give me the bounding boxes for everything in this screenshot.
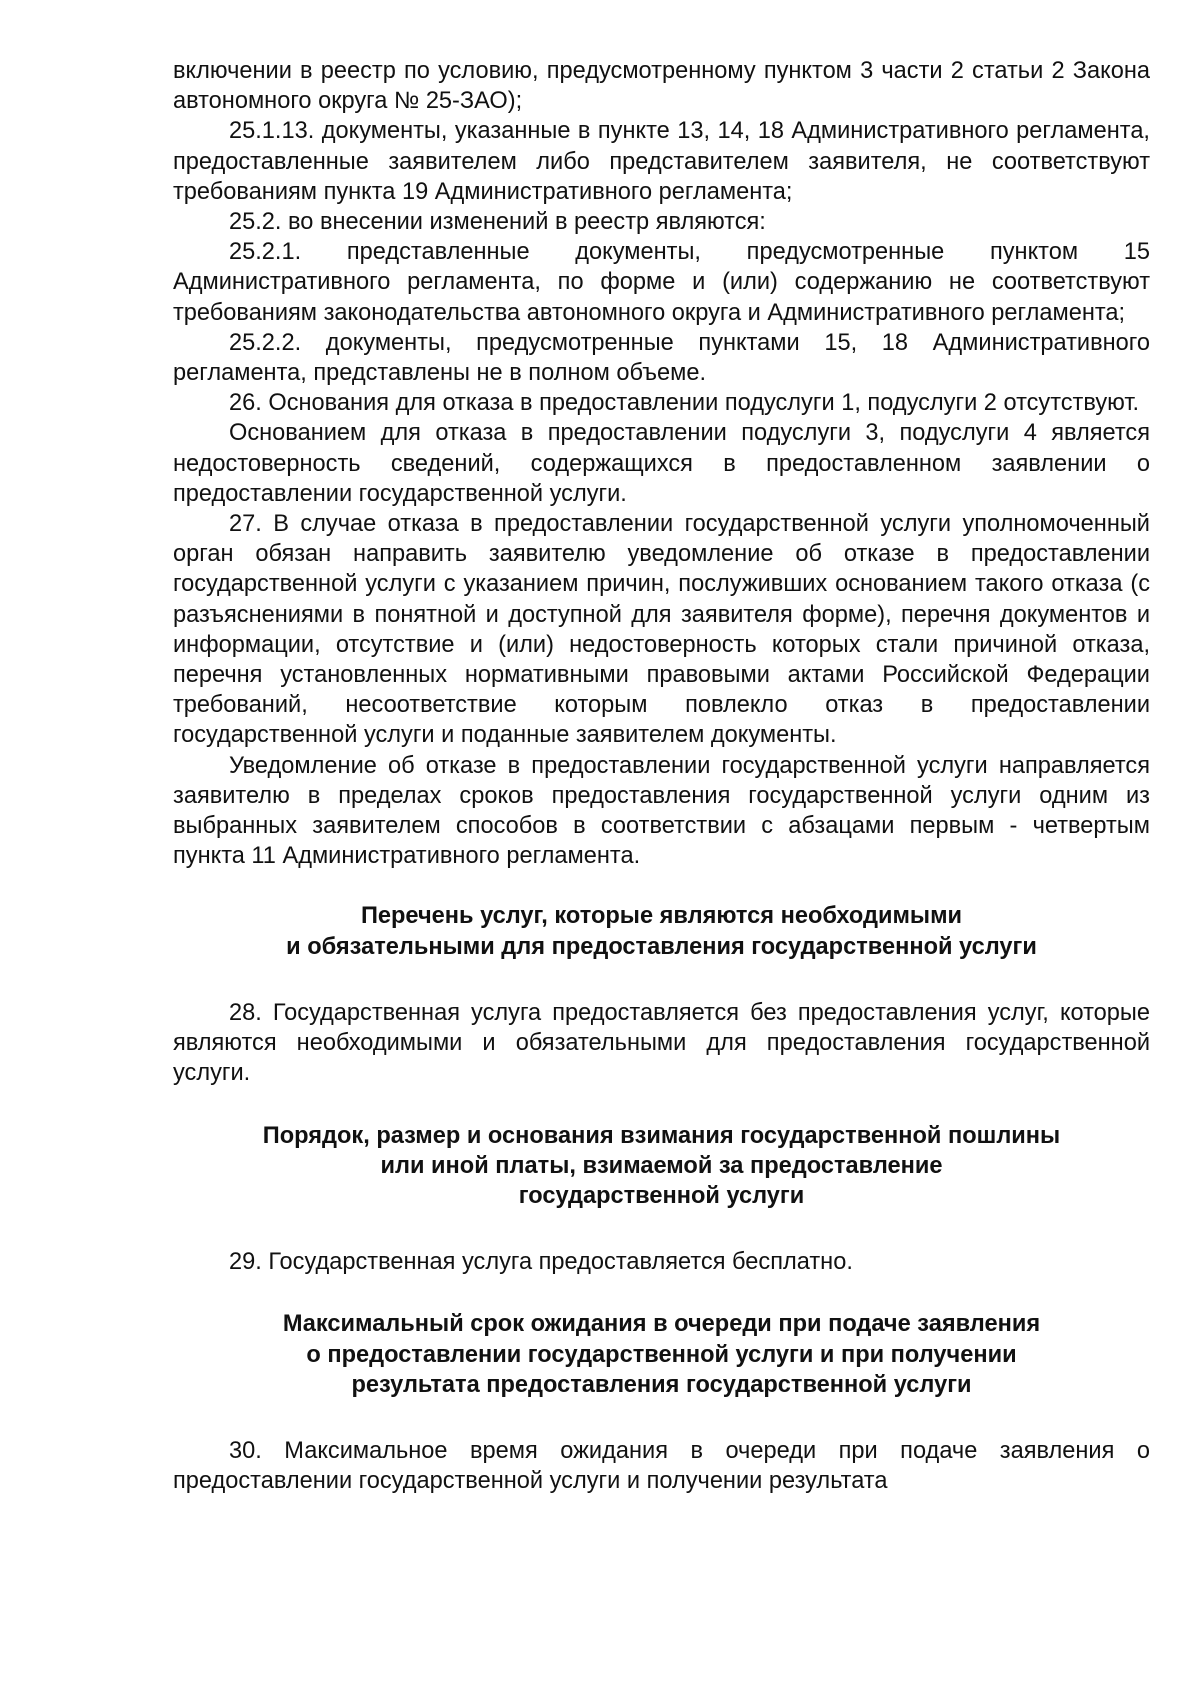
heading-line: о предоставлении государственной услуги и при получении (306, 1341, 1017, 1368)
heading-line: результата предоставления государственной услуги (351, 1371, 972, 1398)
paragraph-28: 28. Государственная услуга предоставляется без предоставления услуг, которые являются необходимыми и обязательными для предоставления государственной услуги. (173, 999, 1150, 1087)
paragraph-26: 26. Основания для отказа в предоставлении подуслуги 1, подуслуги 2 отсутствуют. (229, 390, 1140, 417)
section-heading-queue-time (173, 1309, 1150, 1400)
heading-line: Максимальный срок ожидания в очереди при подаче заявления (282, 1311, 1041, 1338)
paragraph-29: 29. Государственная услуга предоставляется бесплатно. (229, 1249, 853, 1276)
heading-line: или иной платы, взимаемой за предоставление (380, 1152, 943, 1179)
paragraph-25-2-1: 25.2.1. представленные документы, предусмотренные пунктом 15 Административного регламента, по форме и (или) содержанию не соответствуют требованиям законодательства автономного округа и Административного регламента; (173, 239, 1150, 326)
paragraph-25-2-2: 25.2.2. документы, предусмотренные пунктами 15, 18 Административного регламента, представлены не в полном объеме. (173, 329, 1150, 387)
document-body (173, 56, 1150, 1496)
section-heading-required-services (173, 901, 1150, 961)
heading-line: государственной услуги (518, 1182, 805, 1209)
paragraph-25-2: 25.2. во внесении изменений в реестр являются: (229, 209, 766, 236)
heading-line: и обязательными для предоставления государственной услуги (286, 933, 1037, 960)
paragraph-27: 27. В случае отказа в предоставлении государственной услуги уполномоченный орган обязан направить заявителю уведомление об отказе в предоставлении государственной услуги с указанием причин, послуживших основанием такого отказа (с разъяснениями в понятной и доступной для заявителя форме), перечня документов и информации, отсутствие и (или) недостоверность которых стали причиной отказа, перечня установленных нормативными правовыми актами Российской Федерации требований, несоответствие которым повлекло отказ в предоставлении государственной услуги и поданные заявителем документы. (173, 511, 1150, 749)
paragraph-27-2: Уведомление об отказе в предоставлении государственной услуги направляется заявителю в пределах сроков предоставления государственной услуги одним из выбранных заявителем способов в соответствии с абзацами первым - четвертым пункта 11 Административного регламента. (173, 752, 1150, 870)
heading-line: Порядок, размер и основания взимания государственной пошлины (262, 1122, 1061, 1149)
heading-line: Перечень услуг, которые являются необходимыми (360, 903, 963, 930)
section-heading-state-fee (173, 1121, 1150, 1212)
paragraph-25-1-13: 25.1.13. документы, указанные в пункте 13, 14, 18 Административного регламента, предоставленные заявителем либо представителем заявителя, не соответствуют требованиям пункта 19 Административного регламента; (173, 118, 1150, 205)
paragraph-30: 30. Максимальное время ожидания в очереди при подаче заявления о предоставлении государственной услуги и получении результата (173, 1437, 1150, 1495)
paragraph-26-2: Основанием для отказа в предоставлении подуслуги 3, подуслуги 4 является недостоверность сведений, содержащихся в предоставленном заявлении о предоставлении государственной услуги. (173, 420, 1150, 507)
continuation-paragraph: включении в реестр по условию, предусмотренному пунктом 3 части 2 статьи 2 Закона автономного округа № 25-ЗАО); (173, 58, 1150, 115)
